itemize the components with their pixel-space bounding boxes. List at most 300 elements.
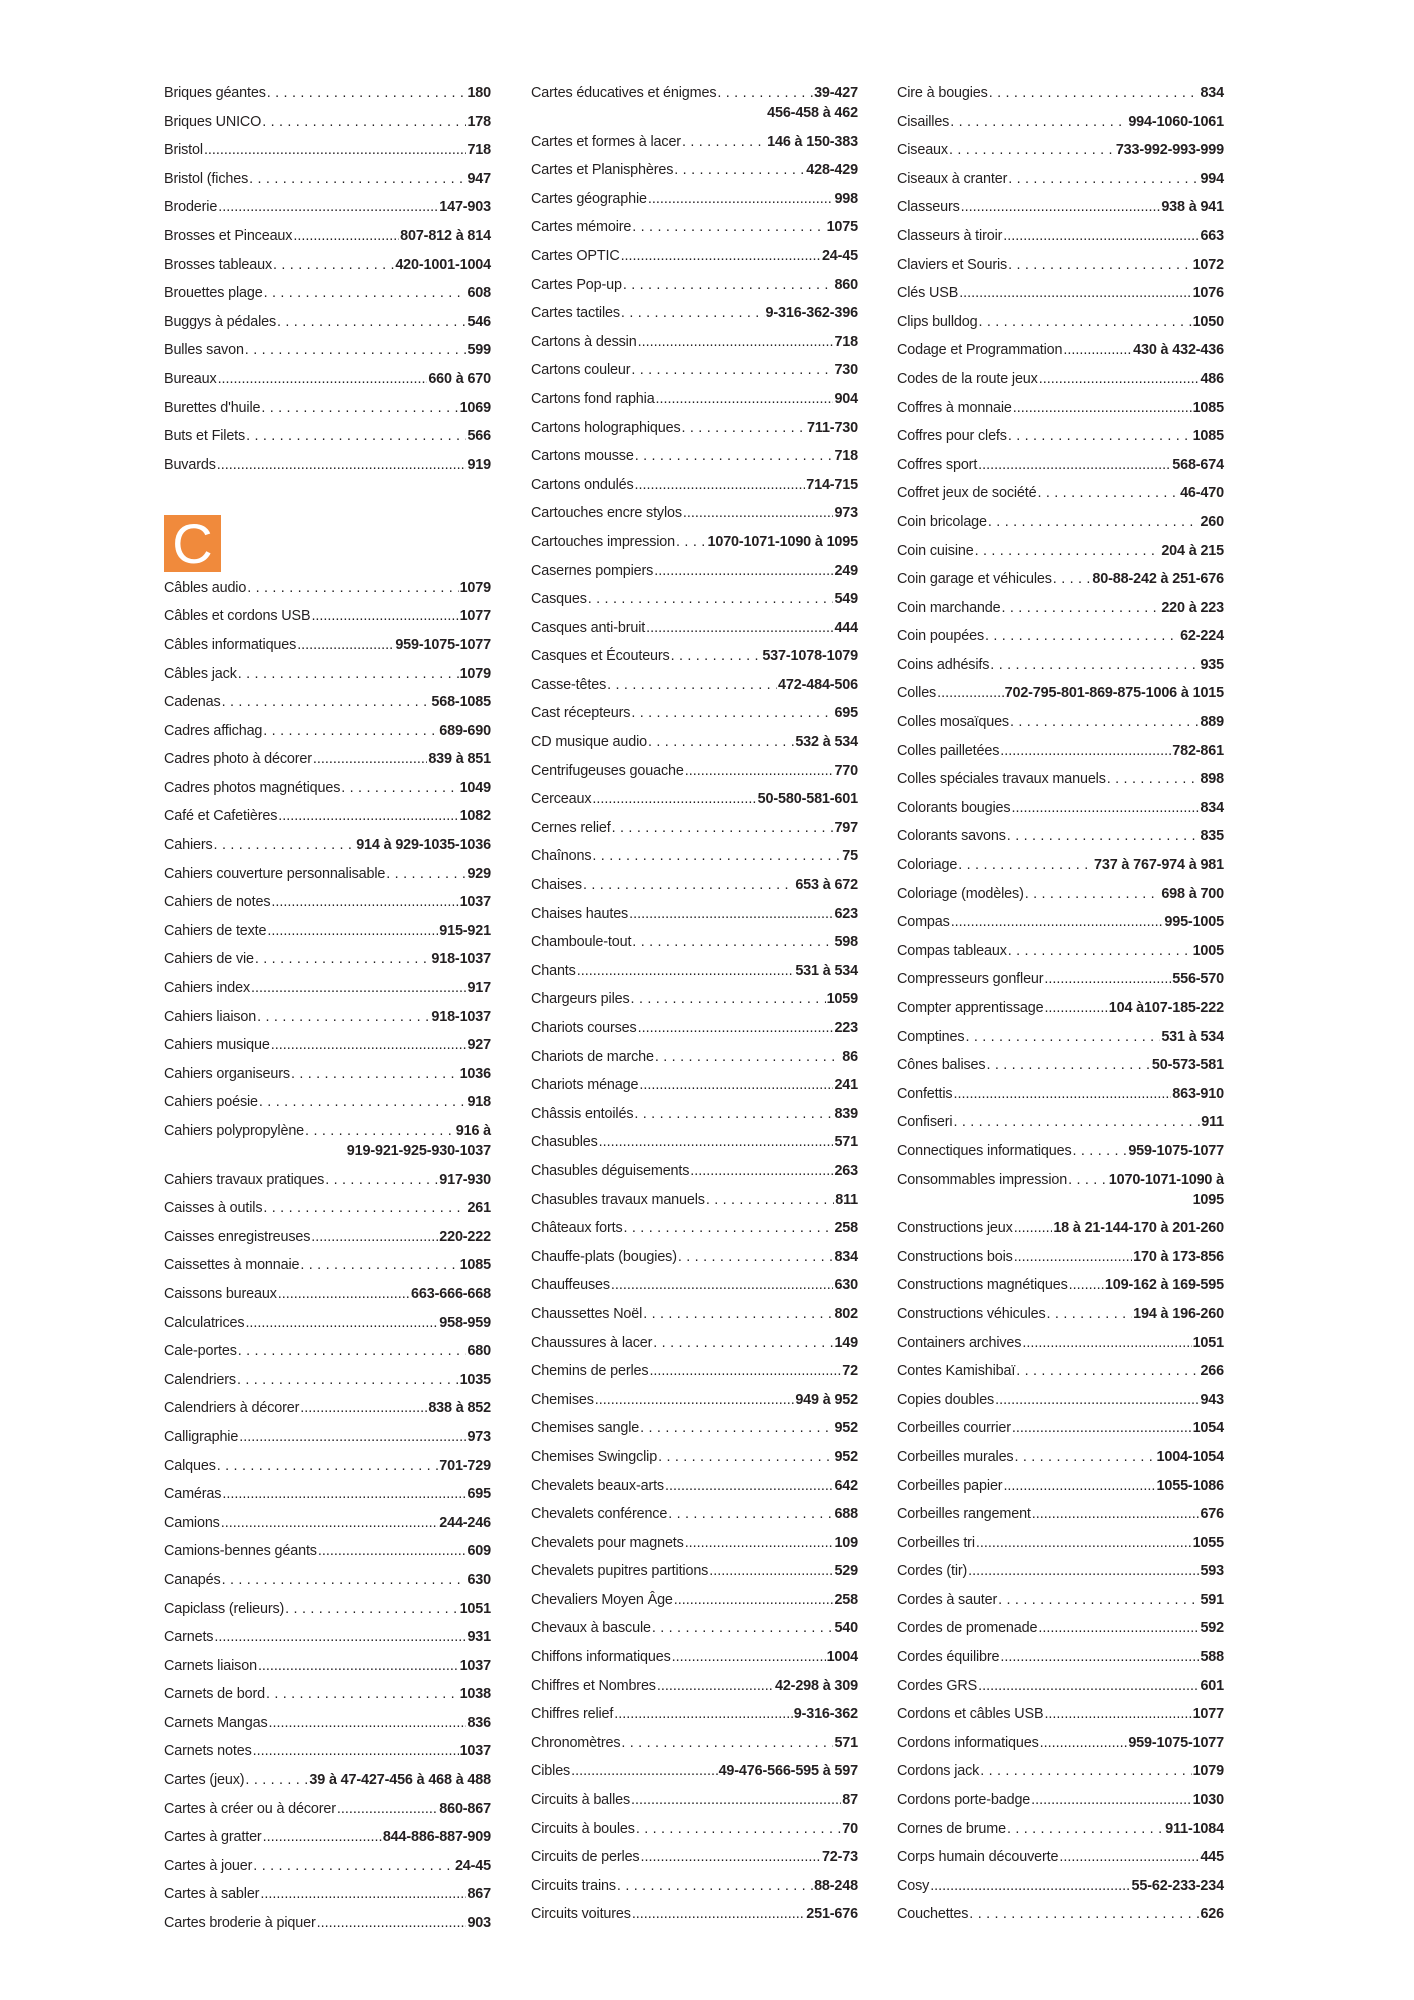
dot-leader <box>614 1704 792 1724</box>
dot-leader <box>204 140 467 160</box>
index-entry <box>531 475 858 495</box>
dot-leader <box>978 312 1191 332</box>
entry-pages: 249 <box>834 562 858 579</box>
dot-leader <box>1008 426 1192 446</box>
index-entry <box>164 1370 491 1390</box>
dot-leader <box>238 1341 467 1361</box>
dot-leader <box>990 655 1199 675</box>
dot-leader <box>313 749 427 769</box>
entry-name: Chevaliers Moyen Âge <box>531 1591 673 1608</box>
entry-name: Cartes tactiles <box>531 305 620 322</box>
entry-name: Cartons ondulés <box>531 476 634 493</box>
entry-pages: 952 <box>834 1420 858 1437</box>
entry-name: Cordes à sauter <box>897 1591 998 1608</box>
dot-leader <box>263 721 438 741</box>
entry-name: Chamboule-tout <box>531 934 632 951</box>
index-entry <box>164 692 491 712</box>
entry-pages: 695 <box>467 1486 491 1503</box>
entry-name: Brouettes plage <box>164 285 263 302</box>
dot-leader <box>655 1047 841 1067</box>
dot-leader <box>653 1333 833 1353</box>
entry-name: Codage et Programmation <box>897 342 1063 359</box>
index-entry <box>897 1112 1224 1132</box>
entry-pages: 428-429 <box>806 162 858 179</box>
entry-pages: 420-1001-1004 <box>395 256 491 273</box>
index-entry <box>164 283 491 303</box>
index-entry <box>164 112 491 132</box>
entry-pages: 609 <box>467 1543 491 1560</box>
index-entry <box>531 1218 858 1238</box>
entry-name: Cahiers index <box>164 980 251 997</box>
index-entry <box>164 369 491 389</box>
dot-leader <box>268 1713 466 1733</box>
entry-name: Cahiers de texte <box>164 922 267 939</box>
dot-leader <box>639 1075 833 1095</box>
entry-pages: 86 <box>842 1048 858 1065</box>
dot-leader <box>237 1370 459 1390</box>
entry-name: Coin marchande <box>897 599 1001 616</box>
index-entry <box>531 989 858 1009</box>
entry-pages: 593 <box>1200 1563 1224 1580</box>
index-entry <box>531 1819 858 1839</box>
entry-name: Bristol <box>164 142 203 159</box>
entry-pages: 88-248 <box>814 1877 858 1894</box>
entry-pages: 998 <box>834 190 858 207</box>
index-entry <box>531 1361 858 1381</box>
index-entry <box>531 189 858 209</box>
entry-name: Cernes relief <box>531 819 611 836</box>
index-entry <box>897 1141 1224 1161</box>
index-entry <box>897 1218 1224 1238</box>
dot-leader <box>624 1218 834 1238</box>
entry-name: Cornes de brume <box>897 1820 1006 1837</box>
entry-pages: 55-62-233-234 <box>1131 1877 1224 1894</box>
dot-leader <box>1059 1847 1199 1867</box>
entry-name: Circuits à boules <box>531 1820 635 1837</box>
index-entry <box>531 703 858 723</box>
entry-name: Circuits trains <box>531 1877 616 1894</box>
entry-name: Chariots ménage <box>531 1077 639 1094</box>
index-entry <box>531 932 858 952</box>
dot-leader <box>1003 1476 1155 1496</box>
index-entry <box>531 675 858 695</box>
index-entry <box>897 1904 1224 1924</box>
dot-leader <box>1000 741 1171 761</box>
entry-name: Caissons bureaux <box>164 1285 277 1302</box>
index-entry <box>897 1418 1224 1438</box>
entry-name: Corbeilles tri <box>897 1534 975 1551</box>
dot-leader <box>245 1770 308 1790</box>
dot-leader <box>648 732 794 752</box>
index-column-3 <box>897 83 1224 1933</box>
index-entry <box>897 426 1224 446</box>
entry-name: Cordes GRS <box>897 1677 978 1694</box>
entry-pages: 1036 <box>459 1065 491 1082</box>
entry-name: Coloriage <box>897 857 958 874</box>
entry-name: Clips bulldog <box>897 313 978 330</box>
index-entry <box>531 1561 858 1581</box>
index-entry <box>164 169 491 189</box>
entry-pages: 204 à 215 <box>1161 542 1224 559</box>
entry-pages: 170 à 173-856 <box>1133 1248 1224 1265</box>
entry-pages: 1069 <box>459 399 491 416</box>
entry-name: Coffres pour clefs <box>897 428 1007 445</box>
entry-pages: 811 <box>835 1191 858 1208</box>
entry-pages: 568-1085 <box>431 694 491 711</box>
index-entry <box>531 503 858 523</box>
entry-name: Briques UNICO <box>164 113 262 130</box>
entry-name: Chasubles déguisements <box>531 1162 690 1179</box>
dot-leader <box>1039 369 1200 389</box>
dot-leader <box>251 978 466 998</box>
entry-pages: 730 <box>834 362 858 379</box>
entry-name: Cartons holographiques <box>531 419 681 436</box>
entry-pages: 1070-1071-1090 à 1095 <box>707 533 858 550</box>
entry-pages: 531 à 534 <box>795 962 858 979</box>
index-entry <box>897 1761 1224 1781</box>
entry-name: Constructions bois <box>897 1248 1013 1265</box>
dot-leader <box>989 83 1200 103</box>
entry-name: Câbles jack <box>164 665 237 682</box>
dot-leader <box>652 1618 834 1638</box>
dot-leader <box>571 1761 717 1781</box>
entry-pages: 529 <box>834 1563 858 1580</box>
index-entry <box>164 1799 491 1819</box>
index-entry <box>897 1027 1224 1047</box>
dot-leader <box>278 1284 410 1304</box>
dot-leader <box>1044 998 1107 1018</box>
dot-leader <box>217 1456 438 1476</box>
entry-pages: 973 <box>467 1428 491 1445</box>
dot-leader <box>1007 826 1200 846</box>
index-entry <box>164 398 491 418</box>
index-entry <box>897 369 1224 389</box>
entry-name: Chemins de perles <box>531 1363 649 1380</box>
dot-leader <box>1007 1819 1164 1839</box>
entry-name: Camions <box>164 1514 220 1531</box>
entry-pages-continued: 1095 <box>1192 1191 1224 1208</box>
dot-leader <box>311 606 458 626</box>
entry-pages: 266 <box>1200 1363 1224 1380</box>
entry-pages: 260 <box>1200 513 1224 530</box>
entry-pages: 680 <box>467 1343 491 1360</box>
entry-name: Chargeurs piles <box>531 991 630 1008</box>
index-entry <box>531 961 858 981</box>
entry-name: Chauffe-plats (bougies) <box>531 1248 677 1265</box>
entry-pages: 546 <box>467 313 491 330</box>
entry-name: Contes Kamishibaï <box>897 1363 1016 1380</box>
entry-name: Carnets <box>164 1629 214 1646</box>
index-entry <box>897 1533 1224 1553</box>
index-entry <box>897 855 1224 875</box>
dot-leader <box>263 1827 382 1847</box>
entry-name: Coin bricolage <box>897 513 987 530</box>
index-entry <box>164 1484 491 1504</box>
index-entry <box>897 1476 1224 1496</box>
dot-leader <box>958 855 1093 875</box>
entry-pages: 39-427 <box>814 85 858 101</box>
entry-pages: 718 <box>834 448 858 465</box>
index-entry <box>897 512 1224 532</box>
index-entry <box>531 1447 858 1467</box>
dot-leader <box>636 1819 841 1839</box>
dot-leader <box>658 1447 833 1467</box>
index-entry <box>897 255 1224 275</box>
entry-pages: 1055 <box>1192 1534 1224 1551</box>
entry-pages: 660 à 670 <box>428 370 491 387</box>
index-entry <box>164 1741 491 1761</box>
entry-pages: 915-921 <box>439 922 491 939</box>
entry-name: Connectiques informatiques <box>897 1142 1072 1159</box>
entry-name: Centrifugeuses gouache <box>531 762 684 779</box>
index-entry <box>164 721 491 741</box>
entry-pages-continued: 456-458 à 462 <box>767 105 858 121</box>
index-entry <box>164 1770 491 1790</box>
dot-leader <box>665 1476 833 1496</box>
index-entry <box>164 1713 491 1733</box>
entry-name: Cartes mémoire <box>531 219 632 236</box>
index-entry <box>531 1761 858 1781</box>
entry-pages: 1072 <box>1192 256 1224 273</box>
entry-pages: 914 à 929-1035-1036 <box>356 837 491 854</box>
index-entry <box>897 1390 1224 1410</box>
entry-name: Codes de la route jeux <box>897 370 1038 387</box>
entry-name: Chiffres relief <box>531 1706 614 1723</box>
entry-name: Bureaux <box>164 370 217 387</box>
dot-leader <box>592 846 841 866</box>
dot-leader <box>930 1876 1130 1896</box>
entry-pages: 834 <box>1200 85 1224 101</box>
index-entry <box>531 561 858 581</box>
index-entry <box>164 1913 491 1933</box>
dot-leader <box>937 683 1004 703</box>
entry-name: Cahiers liaison <box>164 1008 257 1025</box>
entry-pages: 695 <box>834 705 858 722</box>
entry-pages: 931 <box>467 1629 491 1646</box>
entry-pages: 702-795-801-869-875-1006 à 1015 <box>1004 685 1224 702</box>
entry-name: Broderie <box>164 199 218 216</box>
entry-pages: 49-476-566-595 à 597 <box>718 1763 858 1780</box>
entry-pages: 430 à 432-436 <box>1133 342 1224 359</box>
entry-pages: 860 <box>834 276 858 293</box>
dot-leader <box>631 360 833 380</box>
entry-name: Carnets notes <box>164 1743 252 1760</box>
entry-pages: 663-666-668 <box>411 1285 491 1302</box>
entry-name: Chiffons informatiques <box>531 1649 671 1666</box>
index-entry <box>164 949 491 969</box>
index-entry <box>531 732 858 752</box>
dot-leader <box>214 1627 466 1647</box>
index-entry <box>164 835 491 855</box>
dot-leader <box>1031 1790 1191 1810</box>
entry-name: Cadres photos magnétiques <box>164 779 341 796</box>
index-entry <box>897 826 1224 846</box>
dot-leader <box>1014 1447 1155 1467</box>
entry-name: Cônes balises <box>897 1057 986 1074</box>
index-entry <box>531 1047 858 1067</box>
entry-name: Cadres photo à décorer <box>164 751 312 768</box>
dot-leader <box>1025 884 1161 904</box>
entry-pages: 653 à 672 <box>795 877 858 894</box>
dot-leader <box>261 398 458 418</box>
dot-leader <box>621 1733 833 1753</box>
entry-name: Briques géantes <box>164 85 266 101</box>
entry-pages: 663 <box>1200 227 1224 244</box>
dot-leader <box>959 283 1191 303</box>
entry-name: Cordons jack <box>897 1763 980 1780</box>
index-entry <box>164 635 491 655</box>
entry-pages: 917-930 <box>439 1171 491 1188</box>
entry-pages: 531 à 534 <box>1161 1028 1224 1045</box>
entry-name: Cahiers couverture personnalisable <box>164 865 386 882</box>
dot-leader <box>1012 1418 1192 1438</box>
entry-pages: 1059 <box>826 991 858 1008</box>
dot-leader <box>214 835 356 855</box>
dot-leader <box>595 1390 795 1410</box>
dot-leader <box>657 1676 774 1696</box>
entry-pages: 1030 <box>1192 1792 1224 1809</box>
index-entry <box>897 1733 1224 1753</box>
entry-pages: 737 à 767-974 à 981 <box>1094 857 1224 874</box>
dot-leader <box>717 83 813 103</box>
entry-name: Couchettes <box>897 1906 969 1923</box>
entry-pages: 180 <box>467 85 491 101</box>
dot-leader <box>709 1561 833 1581</box>
entry-name: Casques anti-bruit <box>531 619 646 636</box>
dot-leader <box>260 1884 466 1904</box>
dot-leader <box>621 246 821 266</box>
dot-leader <box>293 226 399 246</box>
dot-leader <box>1011 798 1199 818</box>
entry-name: Canapés <box>164 1571 221 1588</box>
entry-pages: 258 <box>834 1220 858 1237</box>
dot-leader <box>640 1847 820 1867</box>
entry-pages: 50-580-581-601 <box>757 791 858 808</box>
dot-leader <box>386 864 466 884</box>
entry-name: Corbeilles courrier <box>897 1420 1011 1437</box>
entry-name: Coloriage (modèles) <box>897 885 1024 902</box>
entry-name: Calendriers à décorer <box>164 1400 300 1417</box>
index-entry <box>897 112 1224 132</box>
entry-name: Chiffres et Nombres <box>531 1677 656 1694</box>
index-entry <box>531 1847 858 1867</box>
entry-name: Cartons à dessin <box>531 333 637 350</box>
entry-name: Châssis entoilés <box>531 1105 634 1122</box>
entry-pages: 1004 <box>826 1649 858 1666</box>
section-letter-badge: C <box>164 515 221 572</box>
index-entry <box>531 532 858 552</box>
index-entry <box>164 1398 491 1418</box>
entry-pages: 807-812 à 814 <box>400 227 491 244</box>
index-entry <box>164 1284 491 1304</box>
entry-pages: 711-730 <box>807 419 858 436</box>
entry-pages: 834 <box>834 1248 858 1265</box>
index-entry <box>897 884 1224 904</box>
index-entry <box>164 1227 491 1247</box>
entry-pages: 911 <box>1201 1114 1224 1131</box>
entry-pages: 938 à 941 <box>1161 199 1224 216</box>
dot-leader <box>648 189 834 209</box>
dot-leader <box>258 1656 459 1676</box>
dot-leader <box>1013 398 1192 418</box>
dot-leader <box>1073 1141 1128 1161</box>
entry-pages: 1085 <box>1192 399 1224 416</box>
entry-name: Chemises sangle <box>531 1420 640 1437</box>
entry-name: Cartons couleur <box>531 362 631 379</box>
dot-leader <box>638 332 834 352</box>
index-entry <box>531 1075 858 1095</box>
dot-leader <box>1008 941 1192 961</box>
dot-leader <box>1063 340 1132 360</box>
index-entry <box>531 589 858 609</box>
entry-name: Cordons porte-badge <box>897 1792 1031 1809</box>
dot-leader <box>635 446 834 466</box>
entry-pages: 929 <box>467 865 491 882</box>
entry-name: Cartes (jeux) <box>164 1772 245 1789</box>
entry-name: Coin cuisine <box>897 542 974 559</box>
dot-leader <box>617 1876 813 1896</box>
index-entry <box>897 1055 1224 1075</box>
entry-pages: 1075 <box>826 219 858 236</box>
dot-leader <box>949 140 1115 160</box>
entry-pages: 994-1060-1061 <box>1128 113 1224 130</box>
entry-pages: 994 <box>1200 170 1224 187</box>
entry-name: Cartes à créer ou à décorer <box>164 1800 336 1817</box>
entry-name: Coin poupées <box>897 628 985 645</box>
index-entry <box>164 83 491 103</box>
index-entry <box>897 769 1224 789</box>
dot-leader <box>995 1390 1199 1410</box>
dot-leader <box>1014 1218 1053 1238</box>
dot-leader <box>631 703 833 723</box>
entry-name: Constructions jeux <box>897 1220 1013 1237</box>
entry-pages: 844-886-887-909 <box>382 1829 491 1846</box>
entry-pages: 244-246 <box>439 1514 491 1531</box>
dot-leader <box>635 475 806 495</box>
index-entry <box>531 761 858 781</box>
entry-pages: 698 à 700 <box>1161 885 1224 902</box>
entry-pages: 973 <box>834 505 858 522</box>
entry-name: Chauffeuses <box>531 1277 610 1294</box>
dot-leader <box>1016 1361 1199 1381</box>
index-entry <box>897 541 1224 561</box>
entry-pages: 241 <box>834 1077 858 1094</box>
dot-leader <box>1002 598 1161 618</box>
index-entry <box>531 1590 858 1610</box>
entry-pages: 630 <box>467 1571 491 1588</box>
entry-pages: 1077 <box>1192 1706 1224 1723</box>
dot-leader <box>986 1055 1150 1075</box>
dot-leader <box>271 1035 467 1055</box>
index-entry <box>897 1247 1224 1267</box>
dot-leader <box>674 1590 834 1610</box>
index-entry <box>897 1704 1224 1724</box>
entry-name: Cahiers musique <box>164 1037 270 1054</box>
entry-pages: 1049 <box>459 779 491 796</box>
entry-pages: 598 <box>834 934 858 951</box>
entry-name: Cartes et Planisphères <box>531 162 674 179</box>
index-entry <box>897 1847 1224 1867</box>
entry-name: Caméras <box>164 1486 222 1503</box>
entry-name: Câbles audio <box>164 579 247 596</box>
entry-pages: 919 <box>467 456 491 473</box>
index-entry <box>897 140 1224 160</box>
dot-leader <box>668 1504 833 1524</box>
dot-leader <box>1044 1704 1191 1724</box>
entry-name: Chevalets conférence <box>531 1506 668 1523</box>
entry-name: Cordons informatiques <box>897 1734 1039 1751</box>
entry-name: Constructions véhicules <box>897 1305 1046 1322</box>
